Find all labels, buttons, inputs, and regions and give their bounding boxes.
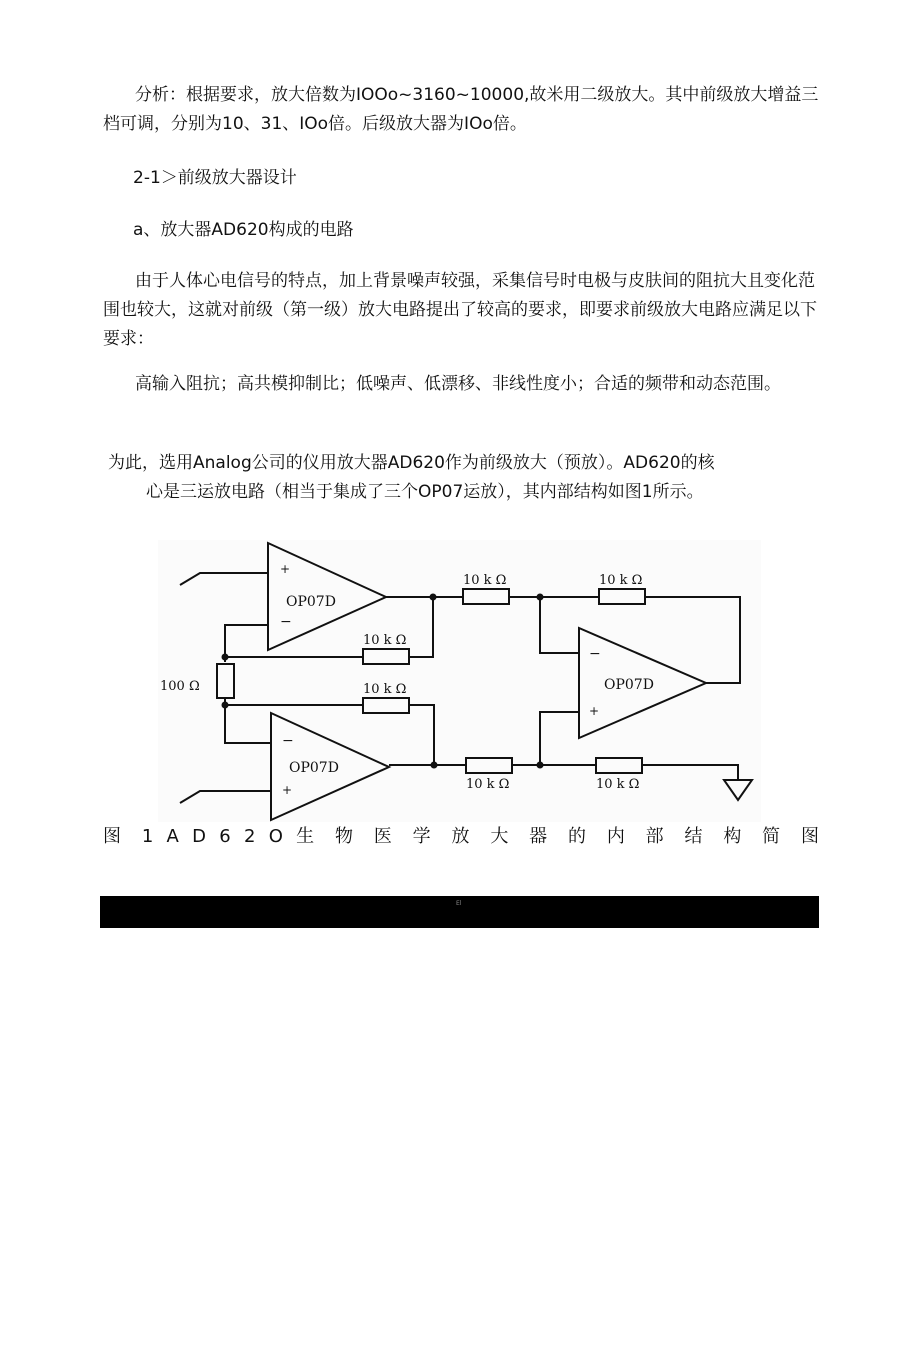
- resistor-out-fb: [599, 589, 645, 604]
- opamp-top-minus: −: [280, 614, 292, 630]
- analysis-paragraph: 分析：根据要求，放大倍数为IOOo~3160~10000,故米用二级放大。其中前级放大增益三档可调，分别为10、31、IOo倍。后级放大器为IOo倍。: [103, 85, 819, 134]
- resistor-ground-label: 10 k Ω: [596, 777, 640, 792]
- resistor-gain: [217, 664, 234, 698]
- requirement-intro-paragraph: 由于人体心电信号的特点，加上背景噪声较强，采集信号时电极与皮肤间的阻抗大且变化范围也较大，这就对前级（第一级）放大电路提出了较高的要求，即要求前级放大电路应满足以下要求：: [103, 271, 817, 349]
- resistor-fb-bottom: [363, 698, 409, 713]
- subsection-heading-a: a、放大器AD620构成的电路: [133, 220, 354, 240]
- resistor-in-bottom-label: 10 k Ω: [466, 777, 510, 792]
- resistor-in-top-label: 10 k Ω: [463, 573, 507, 588]
- opamp-top-plus: +: [280, 562, 291, 576]
- section-heading-2-1: 2-1＞前级放大器设计: [133, 168, 297, 188]
- footer-bar: [100, 896, 819, 928]
- resistor-fb-top: [363, 649, 409, 664]
- opamp-bottom-minus: −: [282, 733, 294, 749]
- ad620-circuit-diagram: [158, 540, 761, 822]
- opamp-bottom-plus: +: [282, 783, 293, 797]
- selection-paragraph-line2: 心是三运放电路（相当于集成了三个OP07运放），其内部结构如图1所示。: [146, 482, 704, 502]
- opamp-right-plus: +: [589, 704, 600, 718]
- circuit-figure: [158, 540, 761, 822]
- resistor-in-top: [463, 589, 509, 604]
- resistor-out-fb-label: 10 k Ω: [599, 573, 643, 588]
- ground-symbol: [724, 780, 752, 800]
- opamp-bottom-label: OP07D: [289, 760, 339, 776]
- footer-mark: El: [456, 900, 462, 907]
- resistor-fb-bottom-label: 10 k Ω: [363, 682, 407, 697]
- resistor-ground: [596, 758, 642, 773]
- resistor-gain-label: 100 Ω: [160, 679, 200, 694]
- opamp-top-label: OP07D: [286, 594, 336, 610]
- resistor-fb-top-label: 10 k Ω: [363, 633, 407, 648]
- selection-paragraph-line1: 为此，选用Analog公司的仪用放大器AD620作为前级放大（预放）。AD620的核: [108, 453, 715, 473]
- opamp-right-label: OP07D: [604, 677, 654, 693]
- resistor-in-bottom: [466, 758, 512, 773]
- requirements-paragraph: 高输入阻抗；高共模抑制比；低噪声、低漂移、非线性度小；合适的频带和动态范围。: [135, 374, 781, 394]
- figure-caption: 图 1 A D 6 2 O 生 物 医 学 放 大 器 的 内 部 结 构 简 图: [103, 826, 819, 847]
- opamp-right-minus: −: [589, 646, 601, 662]
